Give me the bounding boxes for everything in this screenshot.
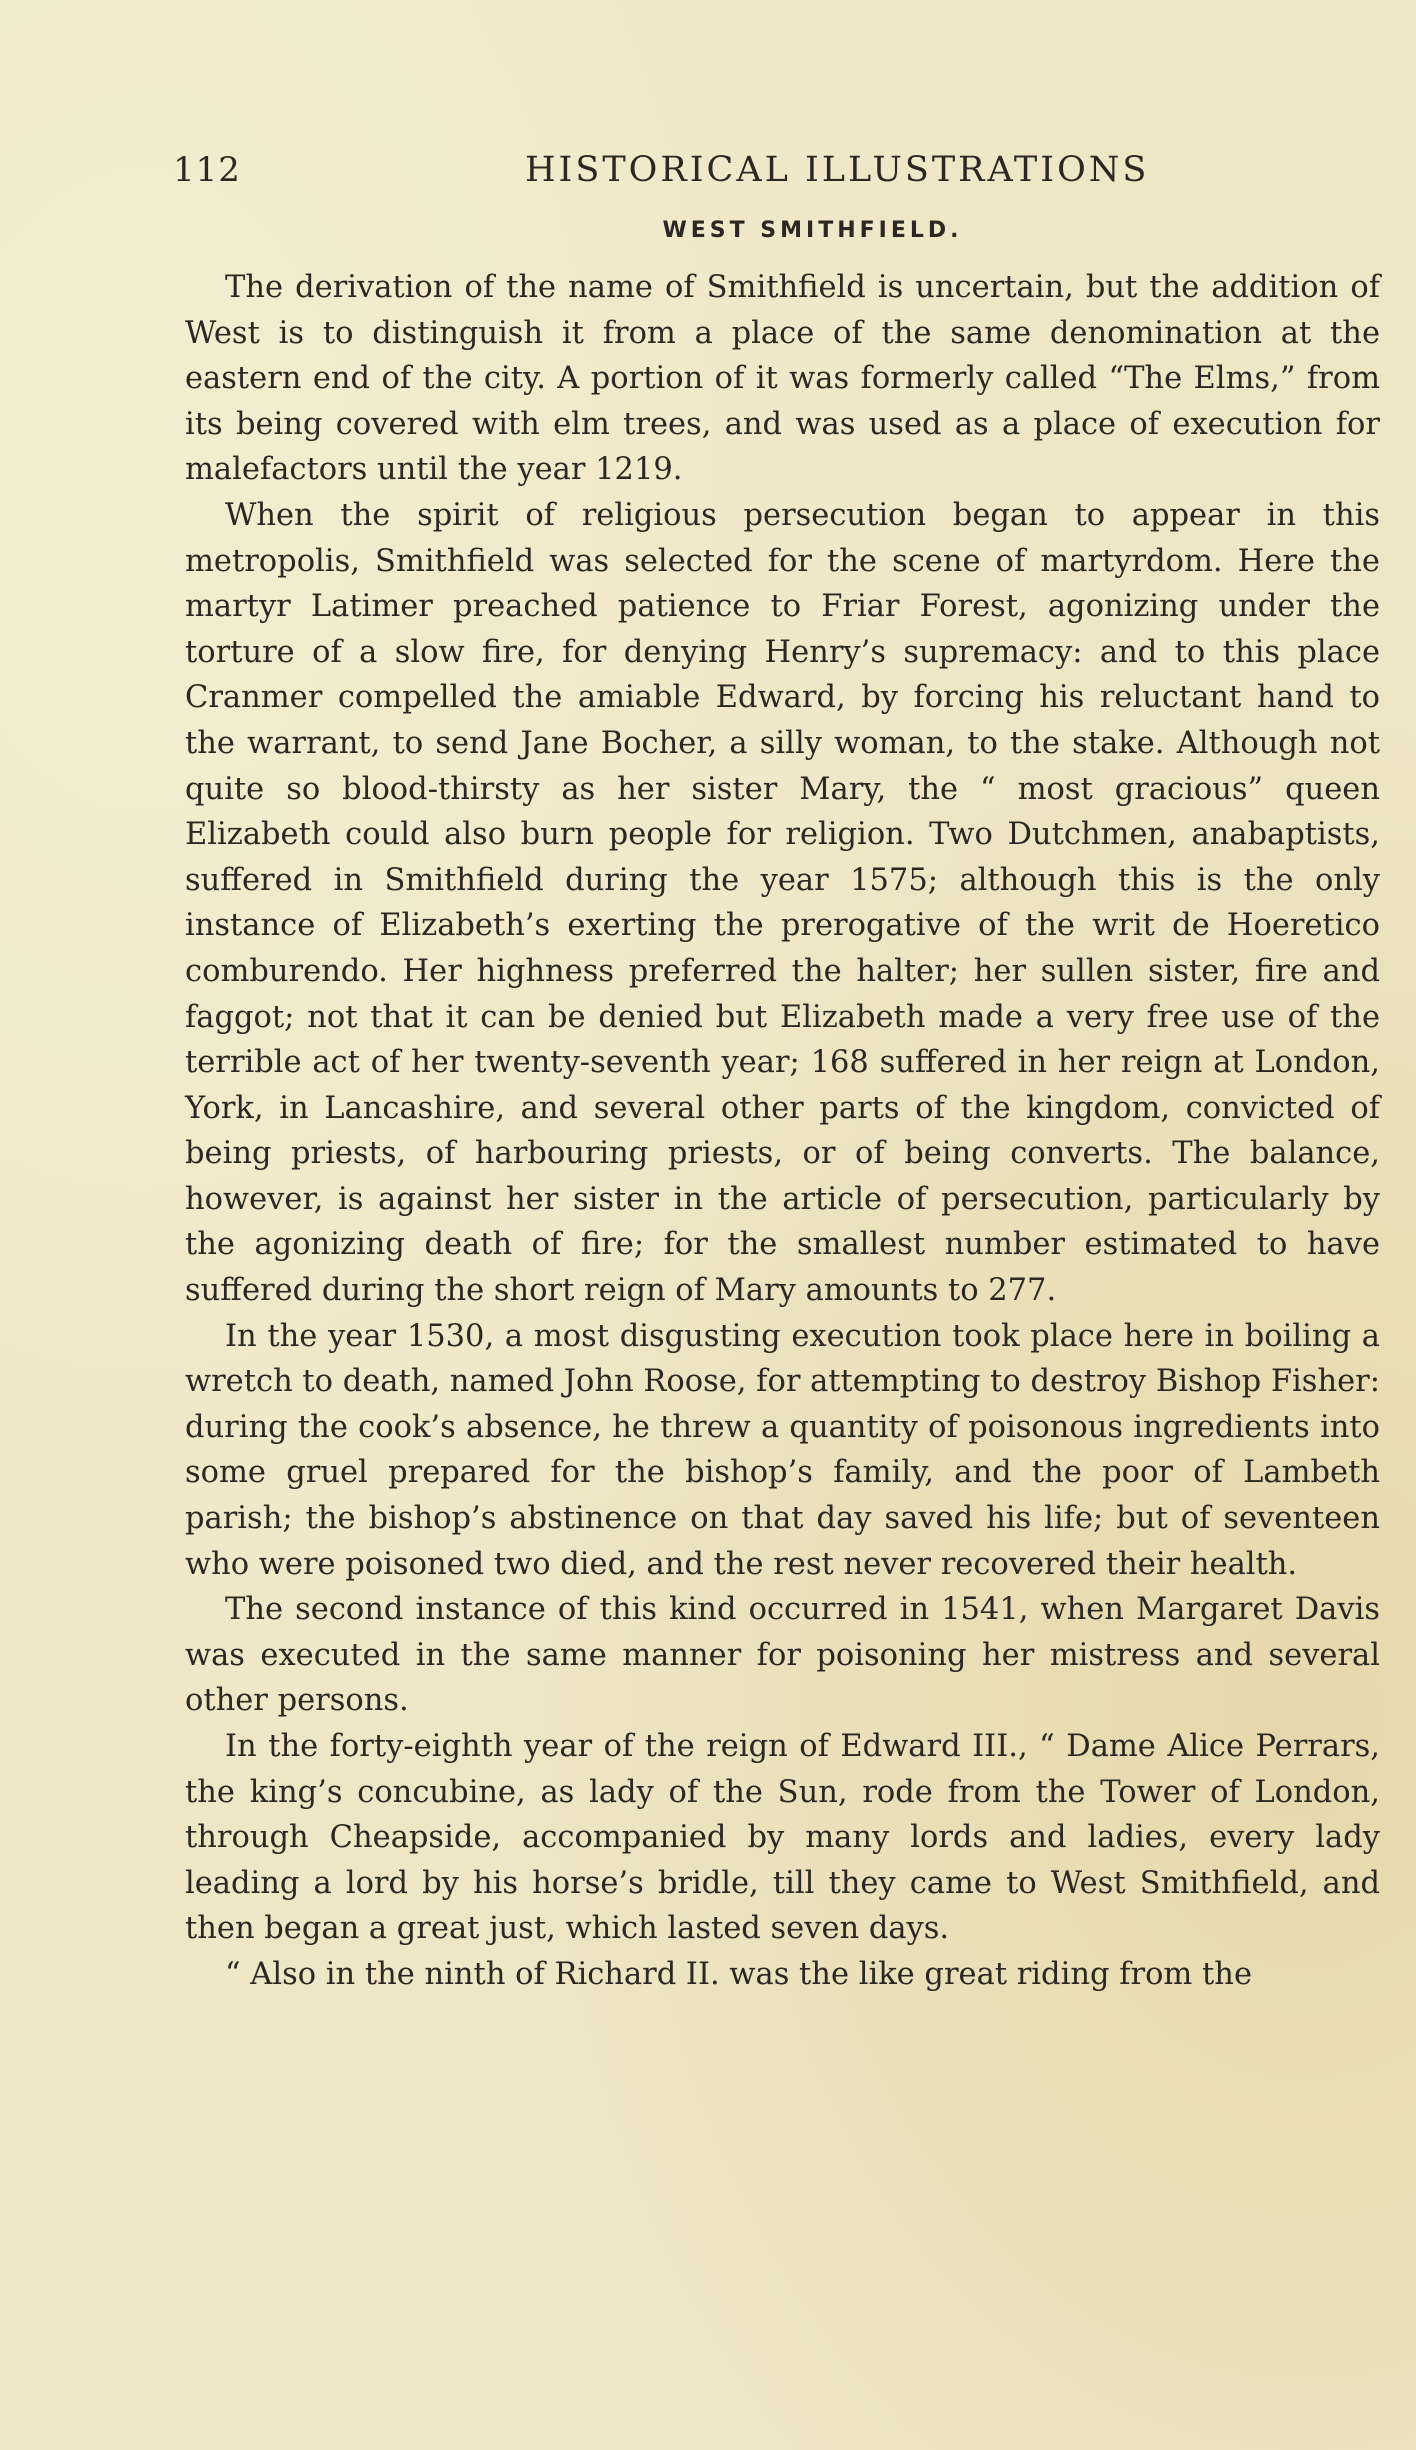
paragraph: The derivation of the name of Smithfield is uncertain, but the addition of West is to distinguish it from a place of the same denomination at the eastern end of the city. A portion of it was formerly called “The Elms,” from its being covered with elm trees, and was used as a place of execution for malefactors until the year 1219. [185,270,1380,488]
paragraph: In the year 1530, a most disgusting execution took place here in boiling a wretch to death, named John Roose, for attempting to destroy Bishop Fisher: during the cook’s absence, he threw a quantity of poisonous ingredients into some gruel prepared for the bishop’s family, and the poor of Lambeth parish; the bishop’s abstinence on that day saved his life; but of seventeen who were poisoned two died, and the rest never recovered their health. [185,1318,1380,1582]
paragraph: In the forty-eighth year of the reign of Edward III., “ Dame Alice Perrars, the king’s concubine, as lady of the Sun, rode from the Tower of London, through Cheapside, accompanied by many lords and ladies, every lady leading a lord by his horse’s bridle, till they came to West Smithfield, and then began a great just, which lasted seven days. [185,1729,1380,1947]
book-page [173,150,1380,1998]
paragraph: “ Also in the ninth of Richard II. was the like great riding from the [225,1956,1252,1992]
running-head [173,150,1380,200]
paragraph: The second instance of this kind occurred in 1541, when Margaret Davis was executed in the same manner for poisoning her mistress and several other persons. [185,1592,1380,1719]
paragraph: When the spirit of religious persecution began to appear in this metropolis, Smithfield was selected for the scene of martyrdom. Here the martyr Latimer preached patience to Friar Forest, agonizing under the torture of a slow fire, for denying Henry’s supremacy: and to this place Cranmer compelled the amiable Edward, by forcing his reluctant hand to the warrant, to send Jane Bocher, a silly woman, to the stake. Although not quite so blood-thirsty as her sister Mary, the “ most gracious” queen Elizabeth could also burn people for religion. Two Dutchmen, anabaptists, suffered in Smithfield during the year 1575; although this is the only instance of Elizabeth’s exerting the prerogative of the writ de Hoeretico comburendo. Her highness preferred the halter; her sullen sister, fire and faggot; not that it can be denied but Elizabeth made a very free use of the terrible act of her twenty-seventh year; 168 suffered in her reign at London, York, in Lancashire, and several other parts of the kingdom, convicted of being priests, of harbouring priests, or of being converts. The balance, however, is against her sister in the article of persecution, particularly by the agonizing death of fire; for the smallest number estimated to have suffered during the short reign of Mary amounts to 277. [185,497,1380,1309]
running-title: HISTORICAL ILLUSTRATIONS [525,150,1150,190]
section-heading: WEST SMITHFIELD. [662,218,963,243]
body-text [185,265,1380,1998]
page-number: 112 [173,150,241,190]
